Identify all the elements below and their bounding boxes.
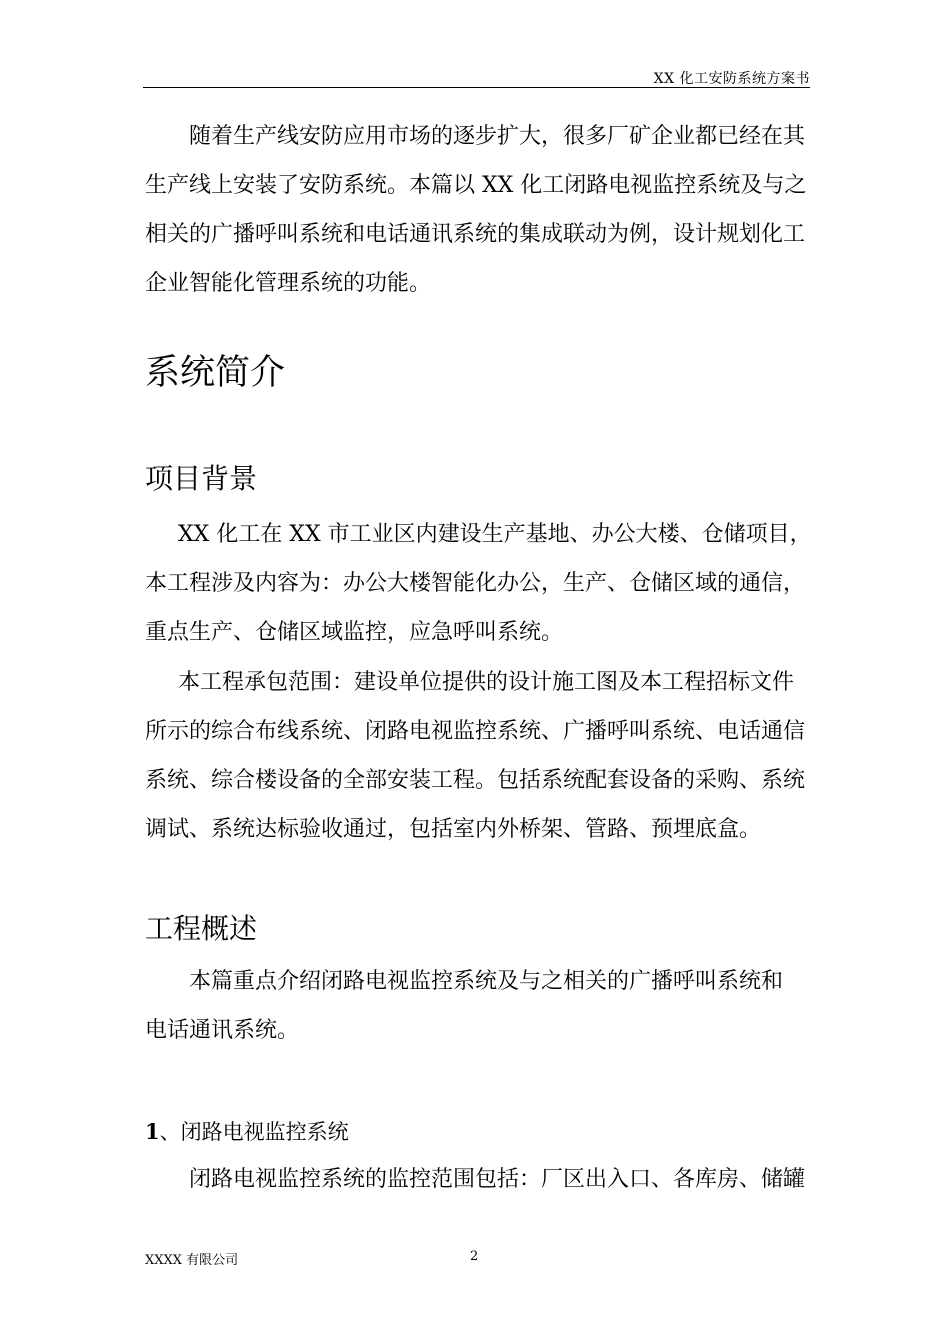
bg-p1-line-3: 重点生产、仓储区域监控，应急呼叫系统。 <box>145 620 564 645</box>
bg-p1-line-1: XX 化工在 XX 市工业区内建设生产基地、办公大楼、仓储项目， <box>178 522 812 547</box>
page-header-title: XX 化工安防系统方案书 <box>653 71 810 87</box>
overview-heading: 工程概述 <box>145 912 258 945</box>
bg-p2-line-2: 所示的综合布线系统、闭路电视监控系统、广播呼叫系统、电话通信 <box>145 719 806 744</box>
background-paragraph-1 <box>145 510 810 657</box>
intro-line-1: 随着生产线安防应用市场的逐步扩大，很多厂矿企业都已经在其 <box>189 124 806 149</box>
subsection-heading <box>145 1118 349 1146</box>
bg-p2-line-1: 本工程承包范围：建设单位提供的设计施工图及本工程招标文件 <box>178 670 795 695</box>
bg-p2-line-4: 调试、系统达标验收通过，包括室内外桥架、管路、预埋底盒。 <box>145 817 762 842</box>
footer-page-number: 2 <box>470 1249 479 1264</box>
background-paragraph-2 <box>145 658 810 854</box>
bg-p1-line-2: 本工程涉及内容为：办公大楼智能化办公，生产、仓储区域的通信， <box>145 571 806 596</box>
subsection-title: 、闭路电视监控系统 <box>159 1120 349 1144</box>
sub-line-1: 闭路电视监控系统的监控范围包括：厂区出入口、各库房、储罐 <box>189 1167 806 1192</box>
intro-line-3: 相关的广播呼叫系统和电话通讯系统的集成联动为例，设计规划化工 <box>145 222 806 247</box>
intro-line-2: 生产线上安装了安防系统。本篇以 XX 化工闭路电视监控系统及与之 <box>145 173 807 198</box>
subsection-number: 1 <box>145 1119 160 1144</box>
header-rule <box>143 87 810 88</box>
bg-p2-line-3: 系统、综合楼设备的全部安装工程。包括系统配套设备的采购、系统 <box>145 768 806 793</box>
overview-paragraph <box>145 957 810 1055</box>
ov-line-1: 本篇重点介绍闭路电视监控系统及与之相关的广播呼叫系统和 <box>189 969 784 994</box>
section-title: 系统简介 <box>145 353 286 393</box>
ov-line-2: 电话通讯系统。 <box>145 1018 300 1043</box>
background-heading: 项目背景 <box>145 462 258 495</box>
intro-line-4: 企业智能化管理系统的功能。 <box>145 271 432 296</box>
footer-company: XXXX 有限公司 <box>145 1253 239 1268</box>
intro-paragraph <box>145 112 810 308</box>
subsection-paragraph <box>145 1155 810 1204</box>
